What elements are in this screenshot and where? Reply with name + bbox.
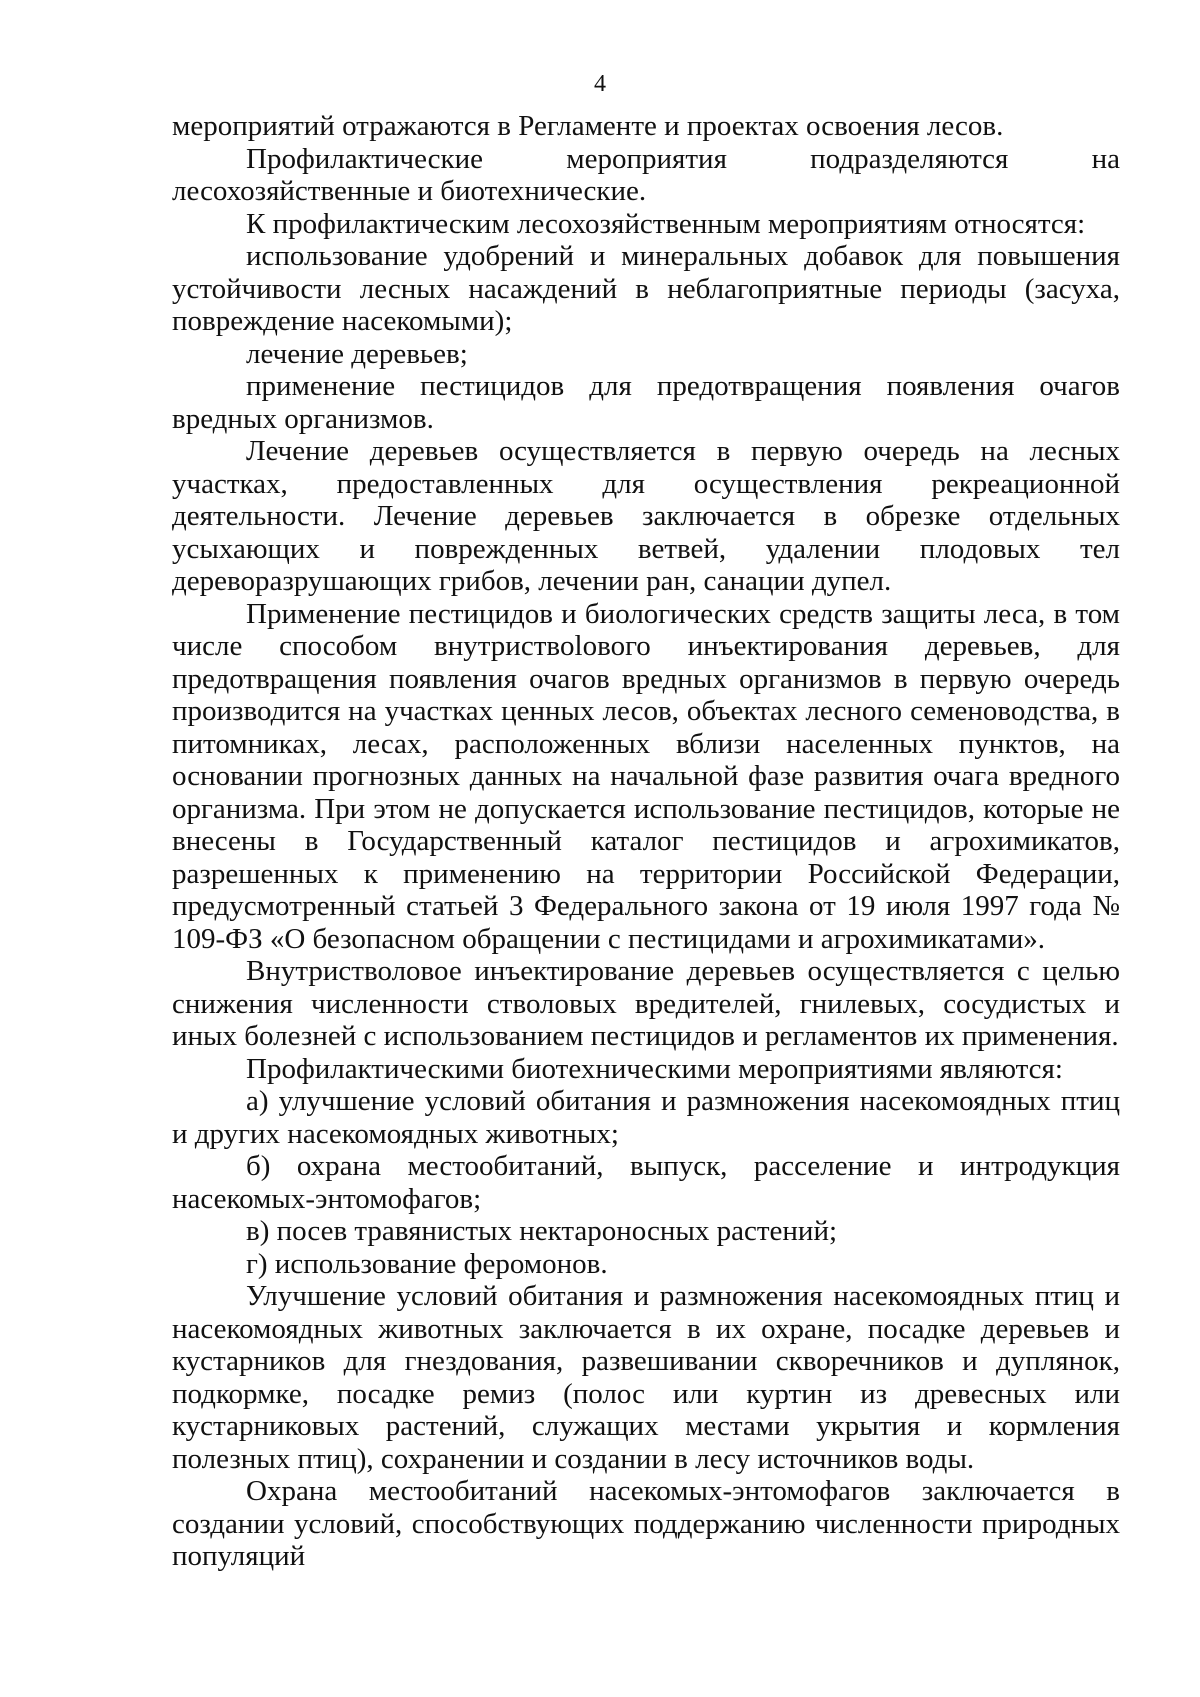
paragraph: Применение пестицидов и биологических средств защиты леса, в том числе способом внутриствolового инъектирования деревьев, для предотвращения появления очагов вредных организмов в первую очередь производится на участках ценных лесов, объектах лесного семеноводства, в питомниках, лесах, расположенных вблизи населенных пунктов, на основании прогнозных данных на начальной фазе развития очага вредного организма. При этом не допускается использование пестицидов, которые не внесены в Государственный каталог пестицидов и агрохимикатов, разрешенных к применению на территории Российской Федерации, предусмотренный статьей 3 Федерального закона от 19 июля 1997 года № 109-ФЗ «О безопасном обращении с пестицидами и агрохимикатами».	[172, 597, 1120, 955]
document-body	[172, 110, 1120, 1573]
list-item: б) охрана местообитаний, выпуск, расселение и интродукция насекомых-энтомофагов;	[172, 1150, 1120, 1215]
paragraph: Лечение деревьев осуществляется в первую очередь на лесных участках, предоставленных для осуществления рекреационной деятельности. Лечение деревьев заключается в обрезке отдельных усыхающих и поврежденных ветвей, удалении плодовых тел дереворазрушающих грибов, лечении ран, санации дупел.	[172, 435, 1120, 597]
paragraph: К профилактическим лесохозяйственным мероприятиям относятся:	[246, 207, 1086, 240]
paragraph: Улучшение условий обитания и размножения насекомоядных птиц и насекомоядных животных заключается в их охране, посадке деревьев и кустарников для гнездования, развешивании скворечников и дуплянок, подкормке, посадке ремиз (полос или куртин из древесных или кустарниковых растений, служащих местами укрытия и кормления полезных птиц), сохранении и создании в лесу источников воды.	[172, 1280, 1120, 1475]
paragraph: лечение деревьев;	[246, 337, 468, 370]
paragraph: применение пестицидов для предотвращения появления очагов вредных организмов.	[172, 370, 1120, 435]
paragraph: Профилактическими биотехническими мероприятиями являются:	[246, 1052, 1063, 1085]
list-item: а) улучшение условий обитания и размножения насекомоядных птиц и других насекомоядных животных;	[172, 1085, 1120, 1150]
paragraph: использование удобрений и минеральных добавок для повышения устойчивости лесных насаждений в неблагоприятные периоды (засуха, повреждение насекомыми);	[172, 240, 1120, 337]
paragraph: Внутристволовое инъектирование деревьев осуществляется с целью снижения численности стволовых вредителей, гнилевых, сосудистых и иных болезней с использованием пестицидов и регламентов их применения.	[172, 955, 1120, 1052]
list-item: в) посев травянистых нектароносных растений;	[246, 1215, 838, 1247]
paragraph: Профилактические мероприятия подразделяются на лесохозяйственные и биотехнические.	[172, 142, 1120, 207]
paragraph: мероприятий отражаются в Регламенте и проектах освоения лесов.	[172, 110, 1004, 142]
page-number: 4	[594, 71, 606, 97]
list-item: г) использование феромонов.	[246, 1247, 608, 1280]
paragraph: Охрана местообитаний насекомых-энтомофагов заключается в создании условий, способствующих поддержанию численности природных популяций	[172, 1475, 1120, 1572]
